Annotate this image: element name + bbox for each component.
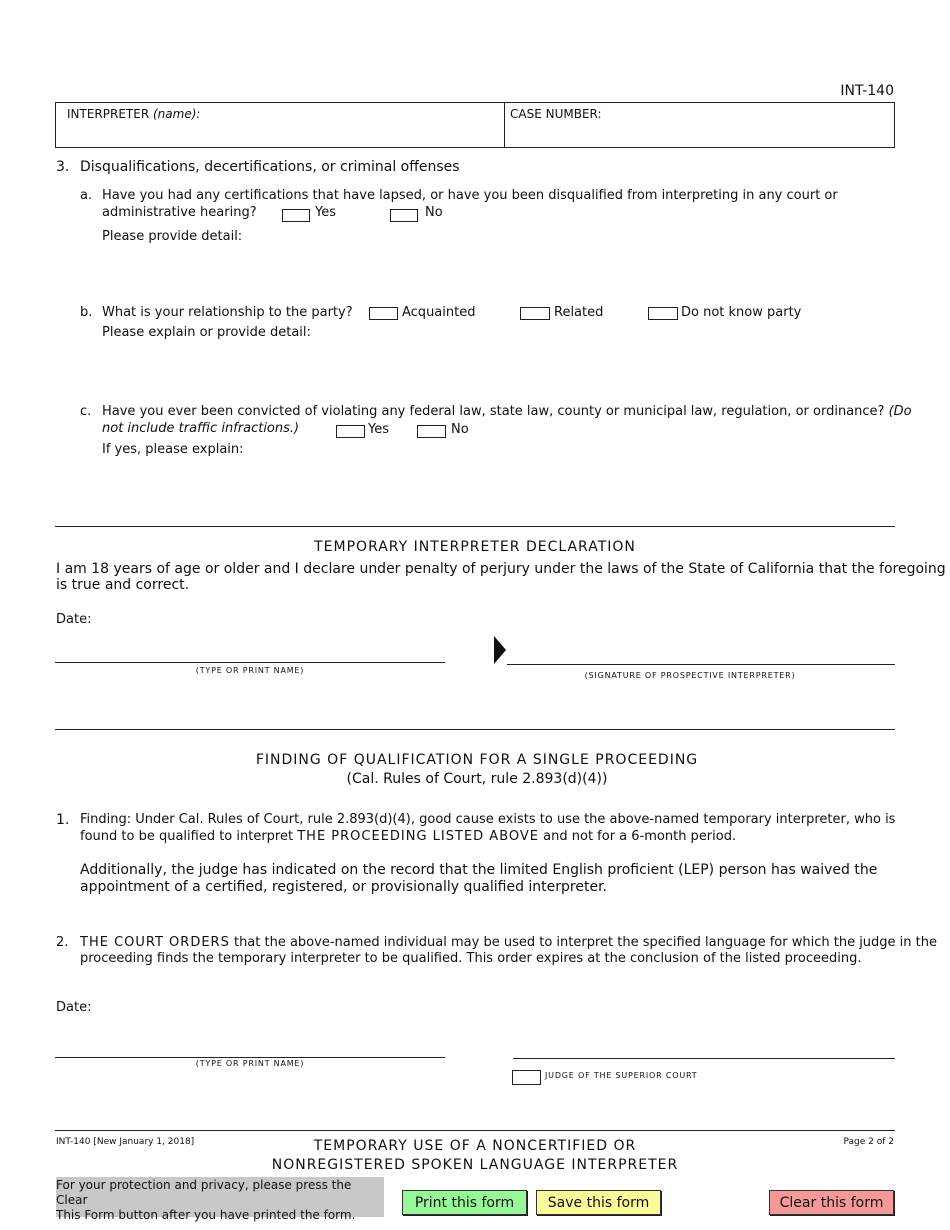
item-c-no-label: No bbox=[451, 422, 469, 437]
finding-item1-line1: Finding: Under Cal. Rules of Court, rule 2.893(d)(4), good cause exists to use the above-named temporary interpreter, who is bbox=[80, 812, 896, 827]
item-b-detail-field[interactable] bbox=[102, 343, 892, 398]
judge-signature-line bbox=[513, 1058, 895, 1059]
item-c-yes-checkbox[interactable] bbox=[336, 425, 365, 438]
signature-line bbox=[507, 664, 895, 665]
item-c-detail-field[interactable] bbox=[102, 460, 892, 518]
interpreter-case-box bbox=[55, 102, 895, 148]
finding-name-line[interactable] bbox=[55, 1057, 445, 1058]
judge-caption: JUDGE OF THE SUPERIOR COURT bbox=[545, 1071, 698, 1080]
finding-item2-line2: proceeding finds the temporary interpreter to be qualified. This order expires at the conclusion of the listed proceeding. bbox=[80, 951, 862, 966]
declaration-name-caption: (TYPE OR PRINT NAME) bbox=[195, 666, 305, 675]
finding-subheading: (Cal. Rules of Court, rule 2.893(d)(4)) bbox=[346, 771, 608, 787]
privacy-notice: For your protection and privacy, please press the Clear This Form button after you have printed the form. bbox=[56, 1177, 384, 1217]
print-form-button[interactable]: Print this form bbox=[402, 1190, 527, 1215]
finding-item1-line2: found to be qualified to interpret THE PROCEEDING LISTED ABOVE and not for a 6-month period. bbox=[80, 829, 737, 844]
declaration-date-field[interactable] bbox=[95, 612, 395, 630]
item-a-question-line1: Have you had any certifications that have lapsed, or have you been disqualified from interpreting in any court or bbox=[102, 188, 838, 203]
item-c-yes-label: Yes bbox=[368, 422, 389, 437]
clear-form-button[interactable]: Clear this form bbox=[769, 1190, 894, 1215]
finding-item1-number: 1. bbox=[56, 812, 70, 828]
declaration-text-line2: is true and correct. bbox=[56, 577, 190, 593]
declaration-heading: TEMPORARY INTERPRETER DECLARATION bbox=[314, 539, 636, 555]
item-a-no-checkbox[interactable] bbox=[390, 209, 418, 222]
do-not-know-party-label: Do not know party bbox=[681, 305, 802, 320]
interpreter-label: INTERPRETER (name): bbox=[67, 107, 201, 121]
finding-item2-line1: THE COURT ORDERS that the above-named individual may be used to interpret the specified language for which the judge in the bbox=[80, 935, 937, 950]
item-a-detail-field[interactable] bbox=[102, 247, 892, 295]
form-revision: INT-140 [New January 1, 2018] bbox=[56, 1137, 195, 1147]
item-c-detail-label: If yes, please explain: bbox=[102, 442, 244, 457]
item-a-letter: a. bbox=[80, 188, 93, 203]
declaration-date-label: Date: bbox=[56, 612, 92, 627]
item-a-yes-checkbox[interactable] bbox=[282, 209, 310, 222]
item-c-question-line2: not include traffic infractions.) bbox=[102, 421, 300, 436]
item-a-question-line2: administrative hearing? bbox=[102, 205, 257, 220]
item-a-no-label: No bbox=[425, 205, 443, 220]
finding-date-label: Date: bbox=[56, 1000, 92, 1015]
item-c-letter: c. bbox=[80, 404, 92, 419]
item-a-detail-label: Please provide detail: bbox=[102, 229, 243, 244]
finding-heading: FINDING OF QUALIFICATION FOR A SINGLE PROCEEDING bbox=[255, 752, 699, 768]
item-c-no-checkbox[interactable] bbox=[417, 425, 446, 438]
page-number: Page 2 of 2 bbox=[843, 1137, 894, 1147]
acquainted-label: Acquainted bbox=[402, 305, 476, 320]
form-id: INT-140 bbox=[840, 83, 894, 99]
section3-title: Disqualifications, decertifications, or criminal offenses bbox=[80, 159, 460, 175]
finding-item1-para2-line2: appointment of a certified, registered, or provisionally qualified interpreter. bbox=[80, 879, 607, 895]
item-c-question-line1: Have you ever been convicted of violating any federal law, state law, county or municipal law, regulation, or ordinance? (Do bbox=[102, 404, 912, 419]
signature-caption: (SIGNATURE OF PROSPECTIVE INTERPRETER) bbox=[584, 671, 796, 680]
judge-checkbox[interactable] bbox=[512, 1070, 541, 1085]
footer-divider bbox=[55, 1130, 895, 1131]
case-number-label: CASE NUMBER: bbox=[510, 107, 602, 121]
do-not-know-party-checkbox[interactable] bbox=[648, 307, 678, 320]
case-number-field[interactable] bbox=[505, 103, 894, 147]
footer-title: TEMPORARY USE OF A NONCERTIFIED OR NONREGISTERED SPOKEN LANGUAGE INTERPRETER bbox=[271, 1138, 679, 1173]
section3-number: 3. bbox=[56, 159, 70, 175]
divider bbox=[55, 729, 895, 730]
finding-item1-para2-line1: Additionally, the judge has indicated on the record that the limited English proficient (LEP) person has waived the bbox=[80, 862, 878, 878]
related-checkbox[interactable] bbox=[520, 307, 550, 320]
acquainted-checkbox[interactable] bbox=[369, 307, 398, 320]
finding-item2-number: 2. bbox=[56, 935, 69, 950]
interpreter-name-field[interactable] bbox=[56, 103, 505, 147]
item-b-letter: b. bbox=[80, 305, 93, 320]
finding-date-field[interactable] bbox=[95, 1000, 395, 1018]
declaration-text-line1: I am 18 years of age or older and I declare under penalty of perjury under the laws of the State of California that the foregoing bbox=[56, 561, 946, 577]
save-form-button[interactable]: Save this form bbox=[536, 1190, 661, 1215]
related-label: Related bbox=[554, 305, 604, 320]
item-a-yes-label: Yes bbox=[315, 205, 336, 220]
item-b-detail-label: Please explain or provide detail: bbox=[102, 325, 311, 340]
declaration-name-line[interactable] bbox=[55, 662, 445, 663]
finding-name-caption: (TYPE OR PRINT NAME) bbox=[195, 1059, 305, 1068]
divider bbox=[55, 526, 895, 527]
signature-arrow-icon bbox=[494, 636, 506, 664]
item-b-question: What is your relationship to the party? bbox=[102, 305, 353, 320]
